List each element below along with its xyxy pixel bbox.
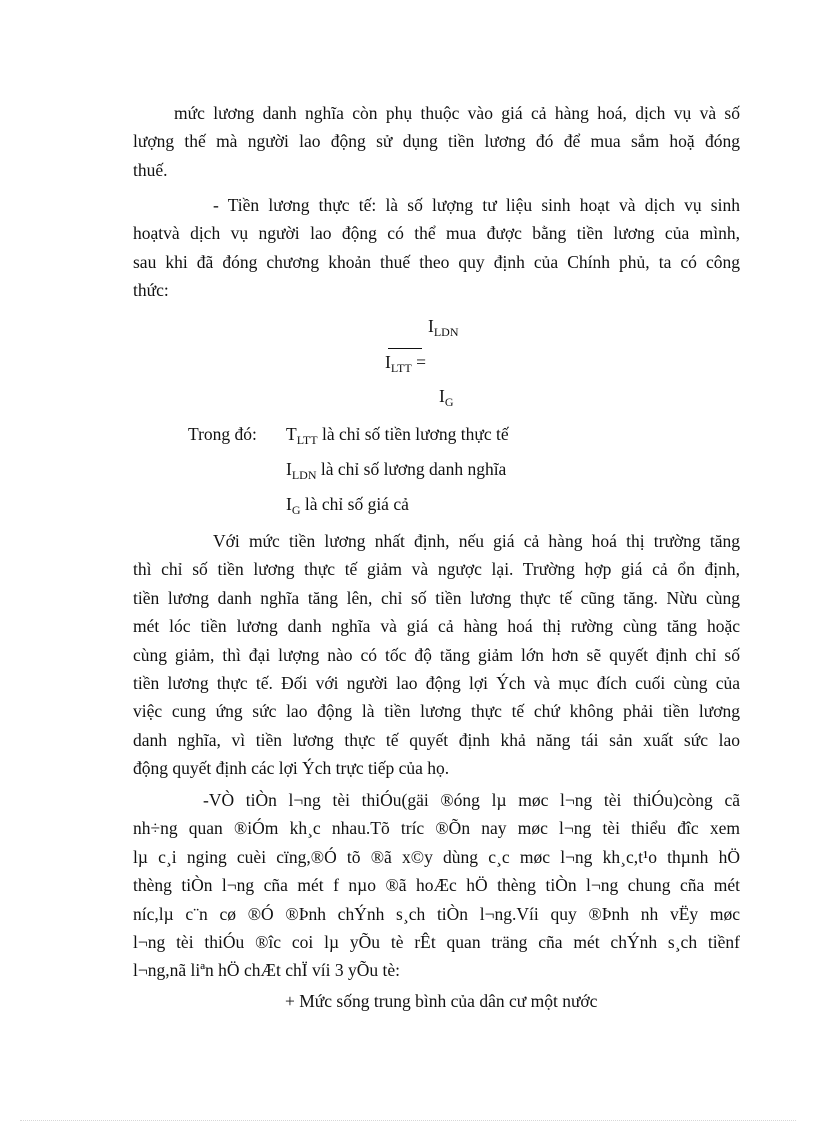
- paragraph-line: mét lóc tiền lương danh nghĩa và giá cả hàng hoá thị rường cùng tăng hoặc: [133, 616, 740, 637]
- paragraph-line: thèng tiÒn l¬ng cña mét f nµo ®ã hoÆc hÖ thèng tiÒn l¬ng chung cña mét: [133, 875, 740, 896]
- paragraph-line: thì chỉ số tiền lương thực tế giảm và ngược lại. Trường hợp giá cả ổn định,: [133, 559, 740, 580]
- paragraph-line: cùng giảm, thì đại lượng nào có tốc độ tăng giảm lớn hơn sẽ quyết định chỉ số: [133, 644, 740, 665]
- where-item: $I_G$ là chỉ số giá cả: [286, 494, 409, 517]
- paragraph-line: l¬ng,nã liªn hÖ chÆt chÏ víi 3 yÕu tè:: [133, 960, 400, 981]
- paragraph-line: danh nghĩa, vì tiền lương thực tế quyết định khả năng tái sản xuất sức lao: [133, 729, 740, 750]
- formula-lhs: $I_{LTT}$ =: [385, 352, 426, 375]
- bullet-item: + Mức sống trung bình của dân cư một nước: [285, 991, 598, 1011]
- paragraph-line: động quyết định các lợi Ých trực tiếp của họ.: [133, 758, 450, 779]
- paragraph-line: níc,lµ c¨n cø ®Ó ®Þnh chÝnh s¸ch tiÒn l¬ng.Víi quy ®Þnh nh vËy møc: [133, 903, 740, 924]
- paragraph-3: [133, 527, 740, 783]
- paragraph-line: sau khi đã đóng chương khoản thuế theo quy định của Chính phủ, ta có công: [133, 251, 740, 272]
- paragraph-line: -VÒ tiÒn l¬ng tèi thiÓu(gäi ®óng lµ møc l¬ng tèi thiÓu)còng cã: [203, 790, 740, 810]
- paragraph-1: [133, 99, 740, 184]
- paragraph-line: hoạtvà dịch vụ người lao động có thể mua được bằng tiền lương của mình,: [133, 223, 740, 244]
- paragraph-line: - Tiền lương thực tế: là số lượng tư liệu sinh hoạt và dịch vụ sinh: [213, 195, 740, 215]
- paragraph-line: việc cung ứng sức lao động là tiền lương thực tế chứ không phải tiền lương: [133, 701, 740, 722]
- paragraph-line: thuế.: [133, 159, 168, 180]
- paragraph-line: tiền lương danh nghĩa tăng lên, chỉ số tiền lương thực tế cũng tăng. Nừu cùng: [133, 587, 740, 608]
- paragraph-line: Với mức tiền lương nhất định, nếu giá cả hàng hoá thị trường tăng: [213, 531, 740, 551]
- paragraph-line: lượng thế mà người lao động sử dụng tiền lương đó để mua sắm hoặ đóng: [133, 131, 740, 152]
- where-label: Trong đó:: [188, 424, 257, 444]
- formula-numerator: $I_{LDN}$: [428, 316, 459, 339]
- page-bottom-rule: [20, 1120, 796, 1121]
- formula-denominator: $I_G$: [439, 386, 454, 409]
- paragraph-line: thức:: [133, 280, 169, 301]
- paragraph-line: nh÷ng quan ®iÓm kh¸c nhau.Tõ tríc ®Õn nay møc l¬ng tèi thiểu đîc xem: [133, 818, 740, 839]
- where-item: $T_{LTT}$ là chỉ số tiền lương thực tế: [286, 424, 509, 447]
- where-item: $I_{LDN}$ là chỉ số lương danh nghĩa: [286, 459, 507, 482]
- paragraph-2: [133, 191, 740, 305]
- formula-bar: [388, 348, 422, 349]
- paragraph-line: mức lương danh nghĩa còn phụ thuộc vào giá cả hàng hoá, dịch vụ và số: [174, 103, 740, 123]
- paragraph-line: tiền lương thực tế. Đối với người lao động lợi Ých và mục đích cuối cùng của: [133, 673, 740, 694]
- paragraph-line: lµ c¸i nging cuèi cïng,®Ó tõ ®ã x©y dùng c¸c møc l¬ng kh¸c,t¹o thµnh hÖ: [133, 846, 740, 867]
- paragraph-line: l¬ng tèi thiÓu ®îc coi lµ yÕu tè rÊt quan träng cña mét chÝnh s¸ch tiềnf: [133, 932, 740, 953]
- paragraph-4: [133, 786, 740, 985]
